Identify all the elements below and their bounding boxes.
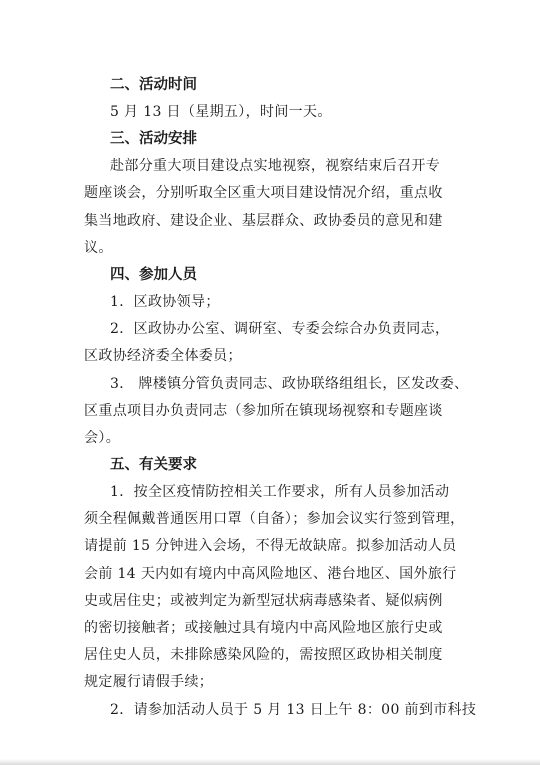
list-item-continuation: 会）。: [84, 429, 121, 446]
list-item-continuation: 请提前 15 分钟进入会场，不得无故缺席。拟参加活动人员: [84, 538, 457, 555]
paragraph-line: 集当地政府、建设企业、基层群众、政协委员的意见和建: [84, 212, 443, 229]
list-item-continuation: 须全程佩戴普通医用口罩（自备）；参加会议实行签到管理，: [84, 511, 465, 528]
list-item: 2．区政协办公室、调研室、专委会综合办负责同志，: [110, 321, 450, 338]
list-item-continuation: 史或居住史；或被判定为新型冠状病毒感染者、疑似病例: [84, 592, 443, 609]
list-item: 1．按全区疫情防控相关工作要求，所有人员参加活动: [110, 484, 450, 501]
paragraph-line: 题座谈会，分别听取全区重大项目建设情况介绍，重点收: [84, 185, 443, 202]
paragraph-line: 议。: [84, 239, 113, 256]
list-item-continuation: 区重点项目办负责同志（参加所在镇现场视察和专题座谈: [84, 402, 443, 419]
list-item: 2．请参加活动人员于 5 月 13 日上午 8：00 前到市科技: [110, 701, 477, 718]
list-item: 1．区政协领导；: [110, 293, 220, 310]
paragraph-line: 赴部分重大项目建设点实地视察，视察结束后召开专: [110, 158, 441, 175]
list-item-continuation: 居住史人员，未排除感染风险的，需按照区政协相关制度: [84, 647, 443, 664]
list-item: 3． 牌楼镇分管负责同志、政协联络组组长，区发改委、: [110, 375, 469, 392]
list-item-continuation: 区政协经济委全体委员；: [84, 348, 242, 365]
list-item-continuation: 规定履行请假手续；: [84, 674, 214, 691]
section-heading-participants: 四、参加人员: [110, 266, 197, 283]
list-item-continuation: 会前 14 天内如有境内中高风险地区、港台地区、国外旅行: [84, 565, 457, 582]
section-heading-time: 二、活动时间: [110, 77, 197, 93]
section-heading-requirements: 五、有关要求: [110, 457, 197, 474]
list-item-continuation: 的密切接触者；或接触过具有境内中高风险地区旅行史或: [84, 620, 443, 636]
section-heading-arrangement: 三、活动安排: [110, 131, 197, 148]
paragraph-line: 5 月 13 日（星期五），时间一天。: [110, 104, 332, 120]
